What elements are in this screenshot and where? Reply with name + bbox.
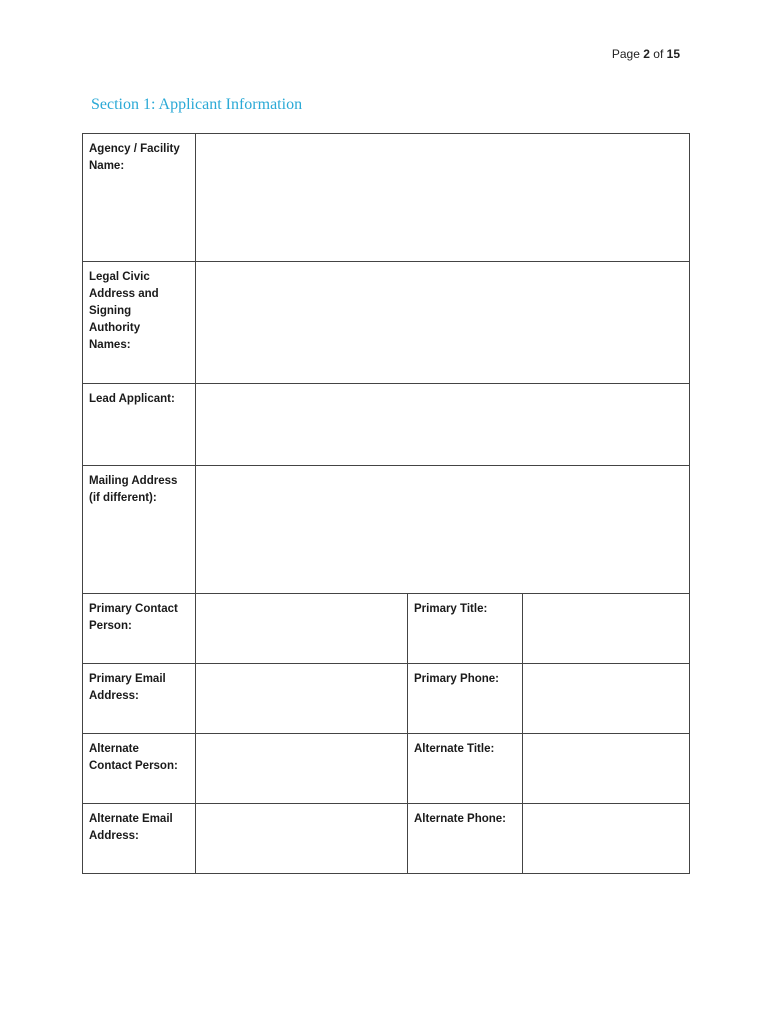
alternate-contact-field[interactable] bbox=[196, 734, 408, 804]
alternate-title-label: Alternate Title: bbox=[414, 743, 495, 755]
primary-phone-label: Primary Phone: bbox=[414, 673, 499, 685]
agency-row bbox=[83, 134, 690, 262]
alternate-email-label: Alternate Email Address: bbox=[89, 813, 173, 842]
alternate-phone-label-cell bbox=[408, 804, 523, 874]
alternate-title-field[interactable] bbox=[523, 734, 690, 804]
primary-email-label-cell bbox=[83, 664, 196, 734]
section-title: Section 1: Applicant Information bbox=[91, 96, 303, 113]
agency-label-cell bbox=[83, 134, 196, 262]
mailing-label: Mailing Address (if different): bbox=[89, 475, 178, 504]
alternate-email-field[interactable] bbox=[196, 804, 408, 874]
alternate-contact-label: Alternate Contact Person: bbox=[89, 743, 178, 772]
alternate-contact-row bbox=[83, 734, 690, 804]
page-total: 15 bbox=[666, 47, 680, 61]
page-number bbox=[612, 47, 680, 61]
alternate-title-label-cell bbox=[408, 734, 523, 804]
legal-row bbox=[83, 262, 690, 384]
page-prefix: Page bbox=[611, 47, 640, 61]
legal-label-cell bbox=[83, 262, 196, 384]
legal-label: Legal Civic Address and Signing Authority Names: bbox=[89, 271, 159, 351]
primary-contact-label-cell bbox=[83, 594, 196, 664]
lead-row bbox=[83, 384, 690, 466]
mailing-field[interactable] bbox=[196, 466, 690, 594]
agency-field[interactable] bbox=[196, 134, 690, 262]
lead-label-cell bbox=[83, 384, 196, 466]
legal-field[interactable] bbox=[196, 262, 690, 384]
primary-email-field[interactable] bbox=[196, 664, 408, 734]
agency-label: Agency / Facility Name: bbox=[89, 143, 180, 172]
lead-field[interactable] bbox=[196, 384, 690, 466]
mailing-row bbox=[83, 466, 690, 594]
lead-label: Lead Applicant: bbox=[89, 393, 175, 405]
alternate-phone-field[interactable] bbox=[523, 804, 690, 874]
primary-phone-field[interactable] bbox=[523, 664, 690, 734]
alternate-email-row bbox=[83, 804, 690, 874]
primary-title-field[interactable] bbox=[523, 594, 690, 664]
primary-email-label: Primary Email Address: bbox=[89, 673, 166, 702]
primary-title-label: Primary Title: bbox=[414, 603, 488, 615]
alternate-phone-label: Alternate Phone: bbox=[414, 813, 507, 825]
primary-contact-field[interactable] bbox=[196, 594, 408, 664]
primary-contact-label: Primary Contact Person: bbox=[89, 603, 178, 632]
primary-contact-row bbox=[83, 594, 690, 664]
alternate-contact-label-cell bbox=[83, 734, 196, 804]
mailing-label-cell bbox=[83, 466, 196, 594]
primary-title-label-cell bbox=[408, 594, 523, 664]
primary-phone-label-cell bbox=[408, 664, 523, 734]
applicant-info-table bbox=[82, 133, 690, 874]
alternate-email-label-cell bbox=[83, 804, 196, 874]
primary-email-row bbox=[83, 664, 690, 734]
page-of: of bbox=[653, 47, 664, 61]
page-current: 2 bbox=[643, 47, 650, 61]
